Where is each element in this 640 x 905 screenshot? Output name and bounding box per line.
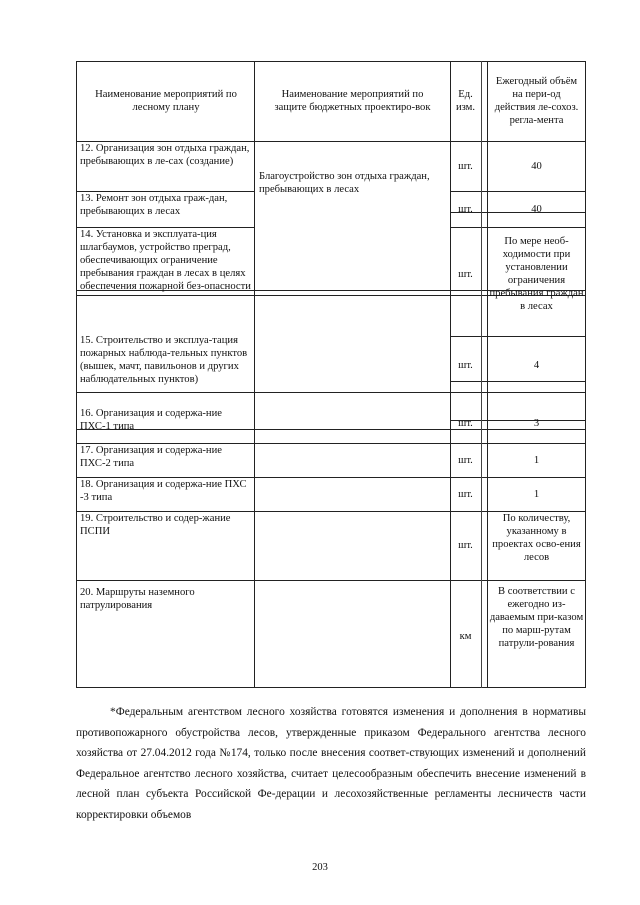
- page-number: 203: [312, 862, 328, 873]
- table-row-19-unit: шт.: [458, 540, 473, 551]
- table-row-14-unit: шт.: [458, 268, 473, 280]
- table-row-16-measure: 16. Организация и содержа-ние ПХС-1 типа: [80, 408, 222, 432]
- header-measure-budget-project: Наименование мероприятий по защите бюджетных проектиро-вок: [274, 89, 431, 113]
- table-row-13-unit: шт.: [458, 203, 473, 215]
- table-row-19-volume: По количеству, указанному в проектах осво-ения лесов: [492, 513, 581, 563]
- table-row-17-measure: 17. Организация и содержа-ние ПХС-2 типа: [80, 445, 222, 469]
- table-row-20-unit: км: [459, 630, 472, 642]
- table-row-20-volume: В соответствии с ежегодно из-даваемым при-казом по марш-рутам патрули-рования: [489, 586, 584, 649]
- forest-measures-table: [76, 61, 586, 688]
- table-row-12-measure: 12. Организация зон отдыха граждан, пребывающих в ле-сах (создание): [80, 143, 250, 167]
- table-row-20-measure: 20. Маршруты наземного патрулирования: [80, 587, 195, 611]
- header-measure-forest-plan: Наименование мероприятий по лесному плану: [95, 89, 237, 113]
- table-row-14-measure: 14. Установка и эксплуата-ция шлагбаумов, устройство преград, обеспечивающих ограничение пребывания граждан в лесах в целях обеспечения пожарной без-опасности: [80, 229, 251, 292]
- table-row-18-volume: 1: [533, 488, 540, 500]
- table-row-12-unit: шт.: [458, 160, 473, 172]
- table-row-19-measure: 19. Строительство и содер-жание ПСПИ: [80, 513, 231, 537]
- header-unit: Ед. изм.: [455, 89, 476, 113]
- table-row-13-volume: 40: [531, 203, 542, 215]
- table-row-15-unit: шт.: [458, 359, 473, 371]
- table-row-17-unit: шт.: [458, 454, 473, 466]
- footnote-paragraph: [76, 702, 586, 826]
- merged-budget-measure: Благоустройство зон отдыха граждан, пребывающих в лесах: [259, 171, 430, 195]
- table-row-15-volume: 4: [533, 359, 540, 371]
- table-row-18-unit: шт.: [458, 488, 473, 500]
- table-row-15-measure: 15. Строительство и эксплуа-тация пожарных наблюда-тельных пунктов (вышек, мачт, павильонов и других наблюдательных пунктов): [80, 335, 248, 385]
- footnote-text: *Федеральным агентством лесного хозяйства готовятся изменения и дополнения в нормативы противопожарного обустройства лесов, утвержденные приказом Федерального агентства лесного хозяйства от 27.04.2012 года №174, только после внесения соответ-ствующих изменений и дополнений Федеральное агентство лесного хозяйства, считает целесообразным обеспечить внесение изменений в лесной план субъекта Российской Фе-дерации и лесохозяйственные регламенты лесничеств части корректировки объемов: [76, 706, 586, 821]
- table-row-16-volume: 3: [533, 417, 540, 429]
- table-row-16-unit: шт.: [458, 417, 473, 429]
- table-row-13-measure: 13. Ремонт зон отдыха граж-дан, пребывающих в лесах: [80, 193, 228, 217]
- table-row-17-volume: 1: [533, 454, 540, 466]
- table-row-18-measure: 18. Организация и содержа-ние ПХС -3 типа: [80, 479, 247, 503]
- table-row-14-volume: По мере необ-ходимости при установлении ограничения пребывания граждан в лесах: [489, 236, 584, 312]
- table-row-12-volume: 40: [531, 160, 542, 172]
- header-annual-volume: Ежегодный объём на пери-од действия ле-сохоз. регла-мента: [494, 76, 579, 126]
